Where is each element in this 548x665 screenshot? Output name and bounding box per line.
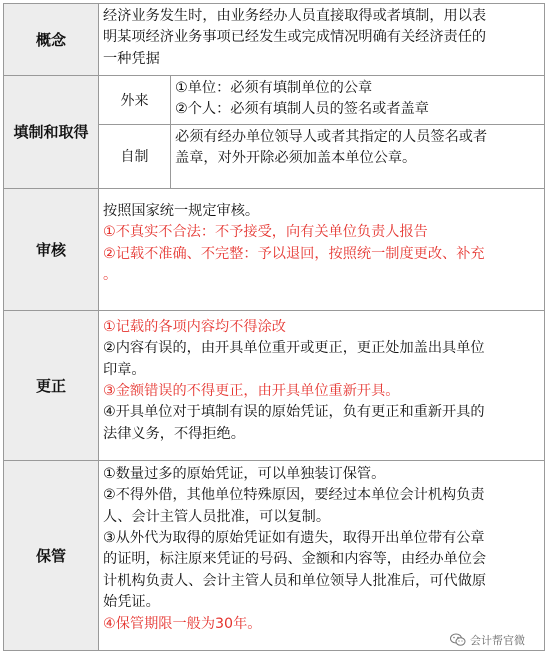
external-line: ②个人：必须有填制人员的签名或者盖章 [175, 101, 429, 118]
concept-label: 概念 [4, 4, 99, 76]
internal-line: 盖章，对外开除必须加盖本单位公章。 [175, 150, 417, 167]
concept-text [99, 4, 545, 76]
keep-line: 的证明，标注原来凭证的号码、金额和内容等，由经办单位会 [103, 551, 487, 568]
watermark [446, 630, 529, 650]
audit-text [99, 188, 545, 310]
keep-row [4, 460, 545, 650]
correct-line: ④开具单位对于填制有误的原始凭证，负有更正和重新开具的 [103, 404, 485, 421]
concept-line: 经济业务发生时，由业务经办人员直接取得或者填制，用以表 [103, 8, 487, 24]
internal-line: 必须有经办单位领导人或者其指定的人员签名或者 [175, 128, 488, 145]
concept-line: 明某项经济业务事项已经发生或完成情况明确有关经济责任的 [103, 29, 487, 46]
keep-line: ③从外代为取得的原始凭证如有遗失，取得开出单位带有公章 [103, 530, 485, 547]
voucher-table [3, 3, 545, 651]
correct-line: ①记载的各项内容均不得涂改 [103, 318, 286, 335]
keep-line: ④保管期限一般为30年。 [103, 615, 262, 632]
correct-line: 法律义务，不得拒绝。 [103, 425, 245, 442]
audit-label: 审核 [4, 188, 99, 310]
keep-text [99, 460, 545, 650]
internal-label: 自制 [99, 124, 171, 188]
fill-external-row [4, 76, 545, 125]
audit-row [4, 188, 545, 310]
keep-line: 计机构负责人、会计主管人员和单位领导人批准后，可代做原 [103, 572, 487, 589]
external-label: 外来 [99, 76, 171, 125]
correct-label: 更正 [4, 310, 99, 460]
external-text [171, 76, 545, 125]
fill-label: 填制和取得 [4, 76, 99, 189]
audit-line: 按照国家统一规定审核。 [103, 202, 260, 219]
concept-line: 一种凭据 [103, 50, 160, 67]
keep-line: 始凭证。 [103, 594, 160, 611]
wechat-icon [450, 633, 466, 647]
correct-row [4, 310, 545, 460]
concept-row [4, 4, 545, 76]
keep-line: 人、会计主管人员批准，可以复制。 [103, 508, 331, 525]
correct-line: 印章。 [103, 361, 146, 378]
watermark-text: 会计帮官微 [470, 634, 525, 647]
correct-line: ③金额错误的不得更正，由开具单位重新开具。 [103, 383, 400, 400]
external-line: ①单位：必须有填制单位的公章 [175, 80, 373, 96]
audit-line: ①不真实不合法：不予接受，向有关单位负责人报告 [103, 224, 428, 241]
audit-line: ②记载不准确、不完整：予以退回，按照统一制度更改、补充 [103, 245, 485, 262]
internal-text [171, 124, 545, 188]
keep-line: ①数量过多的原始凭证，可以单独装订保管。 [103, 465, 386, 482]
keep-line: ②不得外借，其他单位特殊原因，要经过本单位会计机构负责 [103, 487, 485, 504]
correct-line: ②内容有误的，由开具单位重开或更正，更正处加盖出具单位 [103, 340, 485, 357]
audit-line: 。 [103, 267, 118, 284]
keep-label: 保管 [4, 460, 99, 650]
correct-text [99, 310, 545, 460]
